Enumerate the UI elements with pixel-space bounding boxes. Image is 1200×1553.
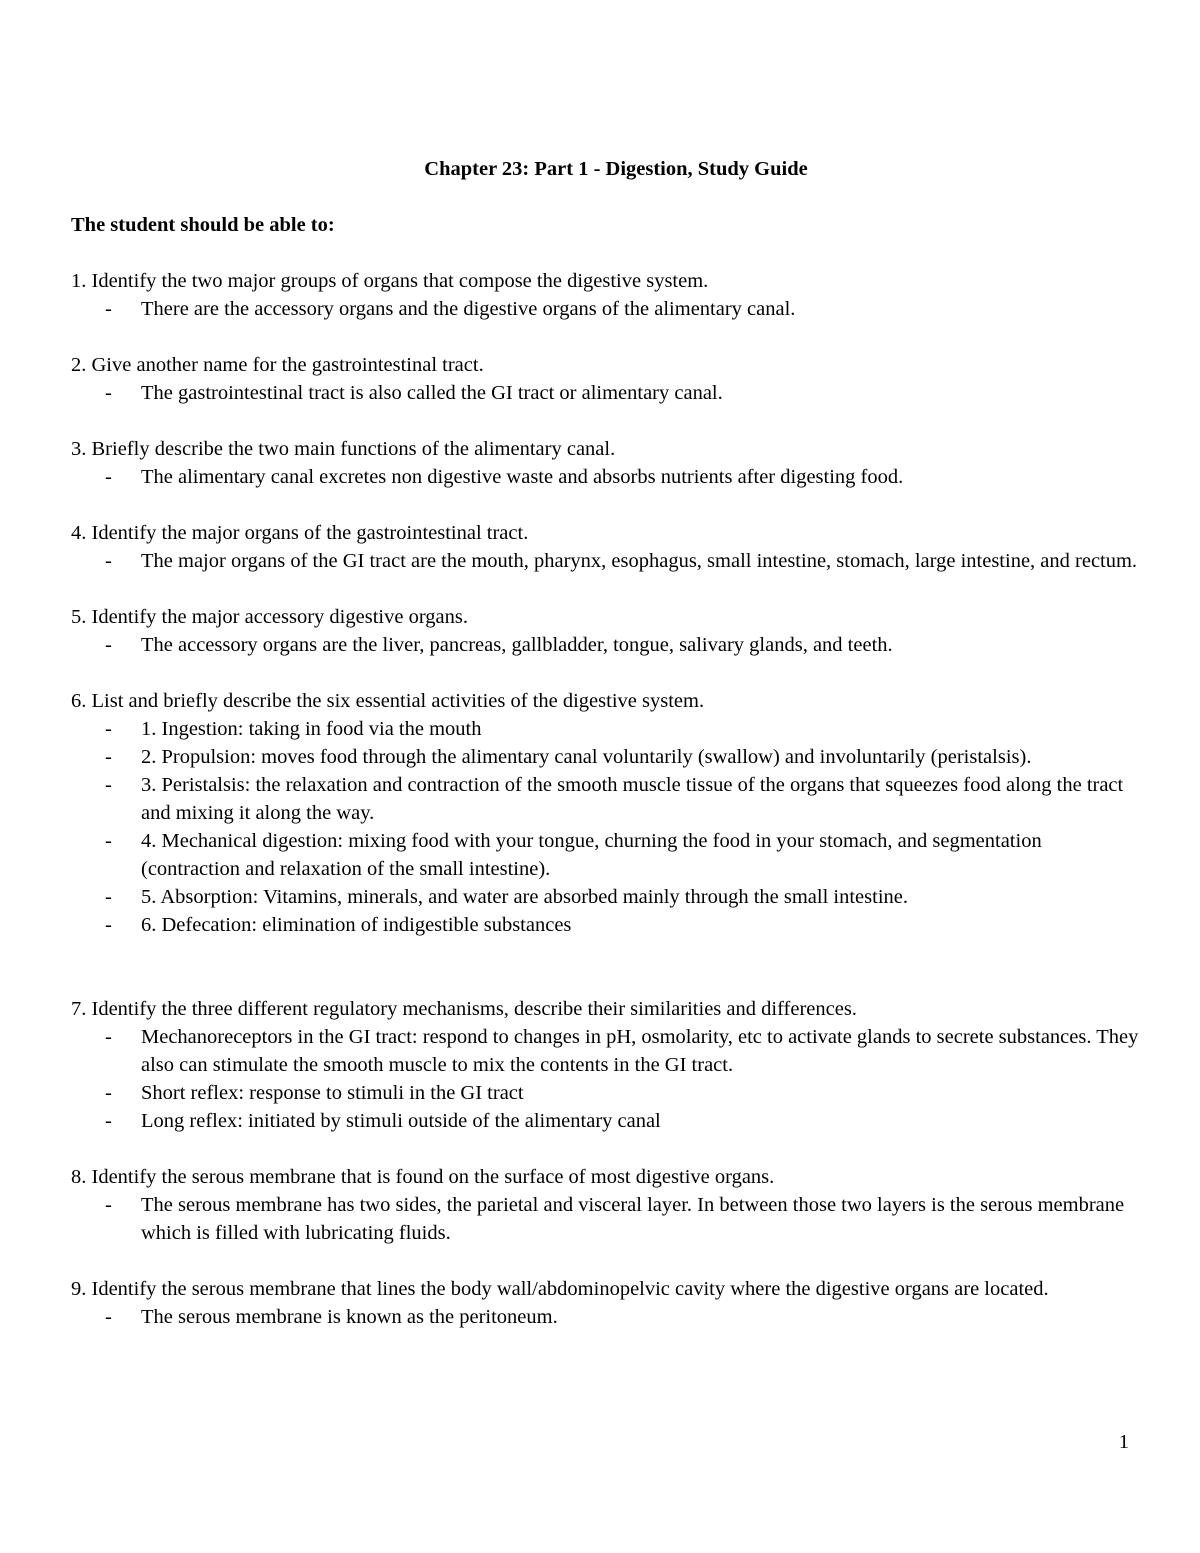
page-number: 1 [1118, 1431, 1129, 1453]
answer-list [71, 715, 1141, 939]
question-section-6 [71, 687, 1141, 939]
answer-list [71, 1303, 1141, 1331]
question-text: 7. Identify the three different regulatory mechanisms, describe their similarities and differences. [71, 998, 857, 1020]
answer-item [71, 771, 1141, 827]
answer-item [71, 883, 1141, 911]
answer-item [71, 547, 1141, 575]
dash-bullet: - [105, 718, 112, 740]
question-text: 3. Briefly describe the two main functions of the alimentary canal. [71, 438, 616, 460]
question-section-2 [71, 351, 1141, 407]
document-content [71, 155, 1141, 1359]
question-section-5 [71, 603, 1141, 659]
answer-item [71, 715, 1141, 743]
dash-bullet: - [105, 382, 112, 404]
document-title: Chapter 23: Part 1 - Digestion, Study Guide [424, 158, 808, 180]
dash-bullet: - [105, 1306, 112, 1328]
answer-item [71, 379, 1141, 407]
dash-bullet: - [105, 466, 112, 488]
answer-text: The serous membrane has two sides, the parietal and visceral layer. In between those two layers is the serous membrane which is filled with lubricating fluids. [141, 1194, 1125, 1244]
question-section-4 [71, 519, 1141, 575]
answer-text: 6. Defecation: elimination of indigestible substances [141, 914, 572, 936]
dash-bullet: - [105, 914, 112, 936]
answer-text: The gastrointestinal tract is also called the GI tract or alimentary canal. [141, 382, 723, 404]
answer-text: 3. Peristalsis: the relaxation and contraction of the smooth muscle tissue of the organs that squeezes food along the tract and mixing it along the way. [141, 774, 1124, 824]
answer-text: The serous membrane is known as the peritoneum. [141, 1306, 558, 1328]
dash-bullet: - [105, 774, 112, 796]
question-section-9 [71, 1275, 1141, 1331]
question-section-3 [71, 435, 1141, 491]
answer-list [71, 379, 1141, 407]
intro-heading: The student should be able to: [71, 214, 335, 236]
dash-bullet: - [105, 886, 112, 908]
answer-text: 4. Mechanical digestion: mixing food with your tongue, churning the food in your stomach, and segmentation (contraction and relaxation of the small intestine). [141, 830, 1042, 880]
dash-bullet: - [105, 550, 112, 572]
answer-item [71, 911, 1141, 939]
dash-bullet: - [105, 1194, 112, 1216]
answer-text: The accessory organs are the liver, pancreas, gallbladder, tongue, salivary glands, and teeth. [141, 634, 893, 656]
answer-list [71, 295, 1141, 323]
question-text: 2. Give another name for the gastrointestinal tract. [71, 354, 484, 376]
answer-text: 2. Propulsion: moves food through the alimentary canal voluntarily (swallow) and involuntarily (peristalsis). [141, 746, 1032, 768]
dash-bullet: - [105, 746, 112, 768]
answer-item [71, 1079, 1141, 1107]
answer-text: The major organs of the GI tract are the mouth, pharynx, esophagus, small intestine, stomach, large intestine, and rectum. [141, 550, 1138, 572]
answer-text: The alimentary canal excretes non digestive waste and absorbs nutrients after digesting food. [141, 466, 904, 488]
answer-item [71, 827, 1141, 883]
answer-item [71, 1191, 1141, 1247]
question-text: 6. List and briefly describe the six essential activities of the digestive system. [71, 690, 705, 712]
answer-list [71, 1191, 1141, 1247]
answer-list [71, 1023, 1141, 1135]
dash-bullet: - [105, 1026, 112, 1048]
answer-item [71, 295, 1141, 323]
answer-text: Mechanoreceptors in the GI tract: respond to changes in pH, osmolarity, etc to activate glands to secrete substances. They also can stimulate the smooth muscle to mix the contents in the GI tract. [141, 1026, 1139, 1076]
question-text: 5. Identify the major accessory digestive organs. [71, 606, 468, 628]
answer-list [71, 547, 1141, 575]
answer-text: Short reflex: response to stimuli in the GI tract [141, 1082, 524, 1104]
answer-text: 1. Ingestion: taking in food via the mouth [141, 718, 482, 740]
question-section-7 [71, 995, 1141, 1135]
answer-text: 5. Absorption: Vitamins, minerals, and water are absorbed mainly through the small intestine. [141, 886, 908, 908]
answer-item [71, 743, 1141, 771]
answer-item [71, 631, 1141, 659]
answer-list [71, 631, 1141, 659]
question-text: 1. Identify the two major groups of organs that compose the digestive system. [71, 270, 709, 292]
question-section-1 [71, 267, 1141, 323]
answer-item [71, 1023, 1141, 1079]
question-text: 8. Identify the serous membrane that is found on the surface of most digestive organs. [71, 1166, 775, 1188]
answer-text: There are the accessory organs and the digestive organs of the alimentary canal. [141, 298, 796, 320]
answer-item [71, 463, 1141, 491]
dash-bullet: - [105, 1082, 112, 1104]
answer-item [71, 1303, 1141, 1331]
dash-bullet: - [105, 1110, 112, 1132]
answer-list [71, 463, 1141, 491]
dash-bullet: - [105, 298, 112, 320]
question-list [71, 267, 1141, 1331]
question-section-8 [71, 1163, 1141, 1247]
dash-bullet: - [105, 830, 112, 852]
answer-item [71, 1107, 1141, 1135]
dash-bullet: - [105, 634, 112, 656]
answer-text: Long reflex: initiated by stimuli outside of the alimentary canal [141, 1110, 661, 1132]
question-text: 9. Identify the serous membrane that lines the body wall/abdominopelvic cavity where the digestive organs are located. [71, 1278, 1049, 1300]
question-text: 4. Identify the major organs of the gastrointestinal tract. [71, 522, 529, 544]
